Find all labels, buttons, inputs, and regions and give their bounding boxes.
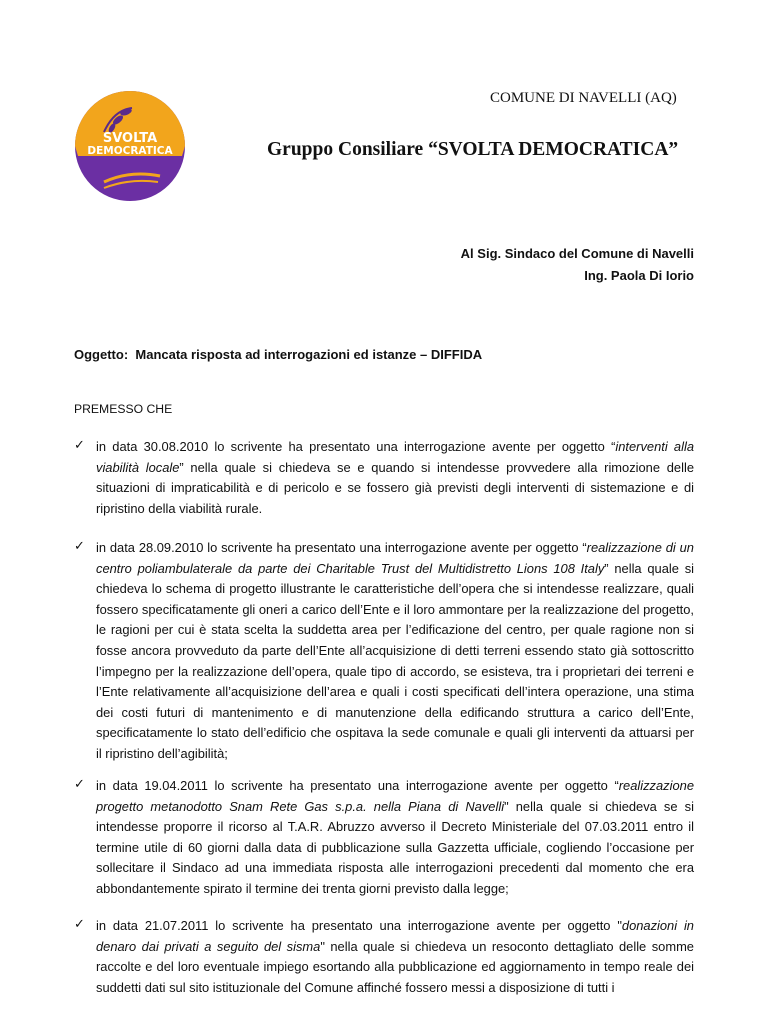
checkmark-icon: ✓ [74,916,85,931]
checkmark-icon: ✓ [74,437,85,452]
subject-label: Oggetto: [74,347,129,362]
subject-text: Mancata risposta ad interrogazioni ed istanze – DIFFIDA [135,347,483,362]
list-item-text: in data 21.07.2011 lo scrivente ha presentato una interrogazione avente per oggetto "donazioni in denaro dai privati a seguito del sisma" nella quale si chiedeva un resoconto dettagliato delle somme raccolte e del loro eventuale impiego esortando alla pubblicazione ed aggiornamento in tempo reale dei suddetti dati sul sito istituzionale del Comune affinché fossero messi a disposizione di tutti i [96,918,694,995]
svolta-democratica-logo [74,90,186,202]
list-item-text: in data 19.04.2011 lo scrivente ha presentato una interrogazione avente per oggetto “realizzazione progetto metanodotto Snam Rete Gas s.p.a. nella Piana di Navelli" nella quale si chiedeva se si intendesse proporre il ricorso al T.A.R. Abruzzo avverso il Decreto Ministeriale del 07.03.2011 entro il termine utile di 60 giorni dalla data di pubblicazione sulla Gazzetta ufficiale, cogliendo l’occasione per sollecitare il Sindaco ad una immediata risposta alle interrogazioni precedenti dal momento che era abbondantemente spirato il termine dei trenta giorni previsto dalla legge; [96,778,694,896]
gruppo-consiliare-title: Gruppo Consiliare “SVOLTA DEMOCRATICA” [267,139,679,160]
svg-text:SVOLTA: SVOLTA [102,131,158,146]
comune-heading: COMUNE DI NAVELLI (AQ) [490,90,677,106]
list-item [74,437,694,519]
checkmark-icon: ✓ [74,776,85,791]
svg-text:DEMOCRATICA: DEMOCRATICA [87,145,173,157]
recipient-line-2: Ing. Paola Di Iorio [584,268,694,283]
logo-emblem [74,90,186,202]
list-item-text: in data 28.09.2010 lo scrivente ha presentato una interrogazione avente per oggetto “realizzazione di un centro poliambulaterale da parte dei Charitable Trust del Multidistretto Lions 108 Italy” nella quale si chiedeva lo schema di progetto illustrante le caratteristiche dell’opera che si intendesse realizzare, quali fossero specificatamente gli oneri a carico dell’Ente e il loro ammontare per la realizzazione del progetto, le ragioni per cui è stata scelta la suddetta area per l’edificazione del centro, per quale ragione non si fosse ancora provveduto da parte dell’Ente all’acquisizione di detti terreni essendo stato già sottoscritto l’impegno per la realizzazione dell’opera, quale tipo di accordo, se esisteva, tra i proprietari dei terreni e l’Ente relativamente all’acquisizione dell’area e quali i costi specificati dell’intera operazione, una stima dei costi futuri di mantenimento e di manutenzione della edificando struttura a carico dell’Ente, specificatamente lo stato dell’edificio che ospitava la sede comunale e quali gli interventi da attuarsi per il ripristino dell’agibilità; [96,540,695,761]
list-item-text: in data 30.08.2010 lo scrivente ha presentato una interrogazione avente per oggetto “interventi alla viabilità locale” nella quale si chiedeva se e quando si intendesse provvedere alla rimozione delle situazioni di impraticabilità e di pericolo e se fossero già previsti degli interventi di sistemazione e di ripristino della viabilità rurale. [96,439,694,516]
recipient-line-1: Al Sig. Sindaco del Comune di Navelli [460,246,694,261]
premesso-heading: PREMESSO CHE [74,402,173,416]
list-item [74,916,694,998]
list-item [74,538,694,765]
checkmark-icon: ✓ [74,538,85,553]
list-item [74,776,694,900]
subject-line [74,347,482,362]
